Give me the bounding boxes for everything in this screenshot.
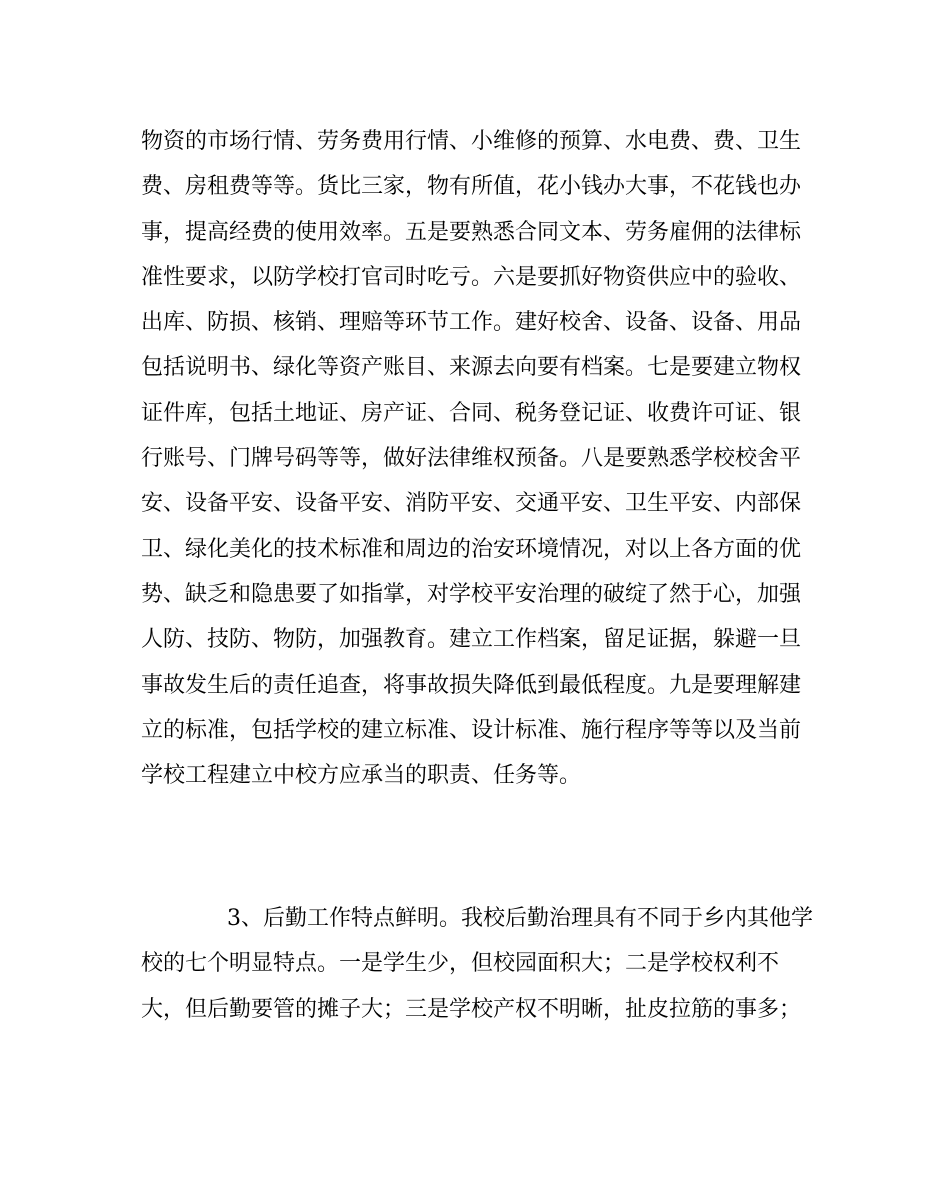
paragraph-1-line: 事故发生后的责任追查，将事故损失降低到最低程度。九是要理解建 — [141, 672, 802, 698]
paragraph-1-line: 包括说明书、绿化等资产账目、来源去向要有档案。七是要建立物权 — [141, 355, 802, 381]
paragraph-1-line: 事，提高经费的使用效率。五是要熟悉合同文本、劳务雇佣的法律标 — [141, 219, 802, 245]
paragraph-1-line: 准性要求，以防学校打官司时吃亏。六是要抓好物资供应中的验收、 — [141, 264, 802, 290]
paragraph-1-line: 费、房租费等等。货比三家，物有所值，花小钱办大事，不花钱也办 — [141, 174, 802, 200]
paragraph-1-line: 学校工程建立中校方应承当的职责、任务等。 — [141, 763, 582, 789]
paragraph-1-line: 证件库，包括土地证、房产证、合同、税务登记证、收费许可证、银 — [141, 400, 802, 426]
paragraph-1-line: 卫、绿化美化的技术标准和周边的治安环境情况，对以上各方面的优 — [141, 536, 802, 562]
paragraph-2-line: 大，但后勤要管的摊子大；三是学校产权不明晰，扯皮拉筋的事多； — [141, 996, 802, 1022]
paragraph-1-line: 物资的市场行情、劳务费用行情、小维修的预算、水电费、费、卫生 — [141, 129, 802, 154]
paragraph-1-line: 行账号、门牌号码等等，做好法律维权预备。八是要熟悉学校校舍平 — [141, 446, 802, 472]
paragraph-1-line: 出库、防损、核销、理赔等环节工作。建好校舍、设备、设备、用品 — [141, 310, 802, 336]
paragraph-2 — [141, 904, 821, 1040]
paragraph-1-line: 势、缺乏和隐患要了如指掌，对学校平安治理的破绽了然于心，加强 — [141, 581, 802, 607]
paragraph-2-line: 3、后勤工作特点鲜明。我校后勤治理具有不同于乡内其他学 — [227, 906, 813, 931]
paragraph-1-line: 安、设备平安、设备平安、消防平安、交通平安、卫生平安、内部保 — [141, 491, 802, 517]
paragraph-1-line: 立的标准，包括学校的建立标准、设计标准、施行程序等等以及当前 — [141, 717, 802, 743]
paragraph-1 — [141, 127, 821, 806]
paragraph-1-line: 人防、技防、物防，加强教育。建立工作档案，留足证据，躲避一旦 — [141, 627, 802, 653]
paragraph-2-line: 校的七个明显特点。一是学生少，但校园面积大；二是学校权利不 — [141, 951, 780, 977]
